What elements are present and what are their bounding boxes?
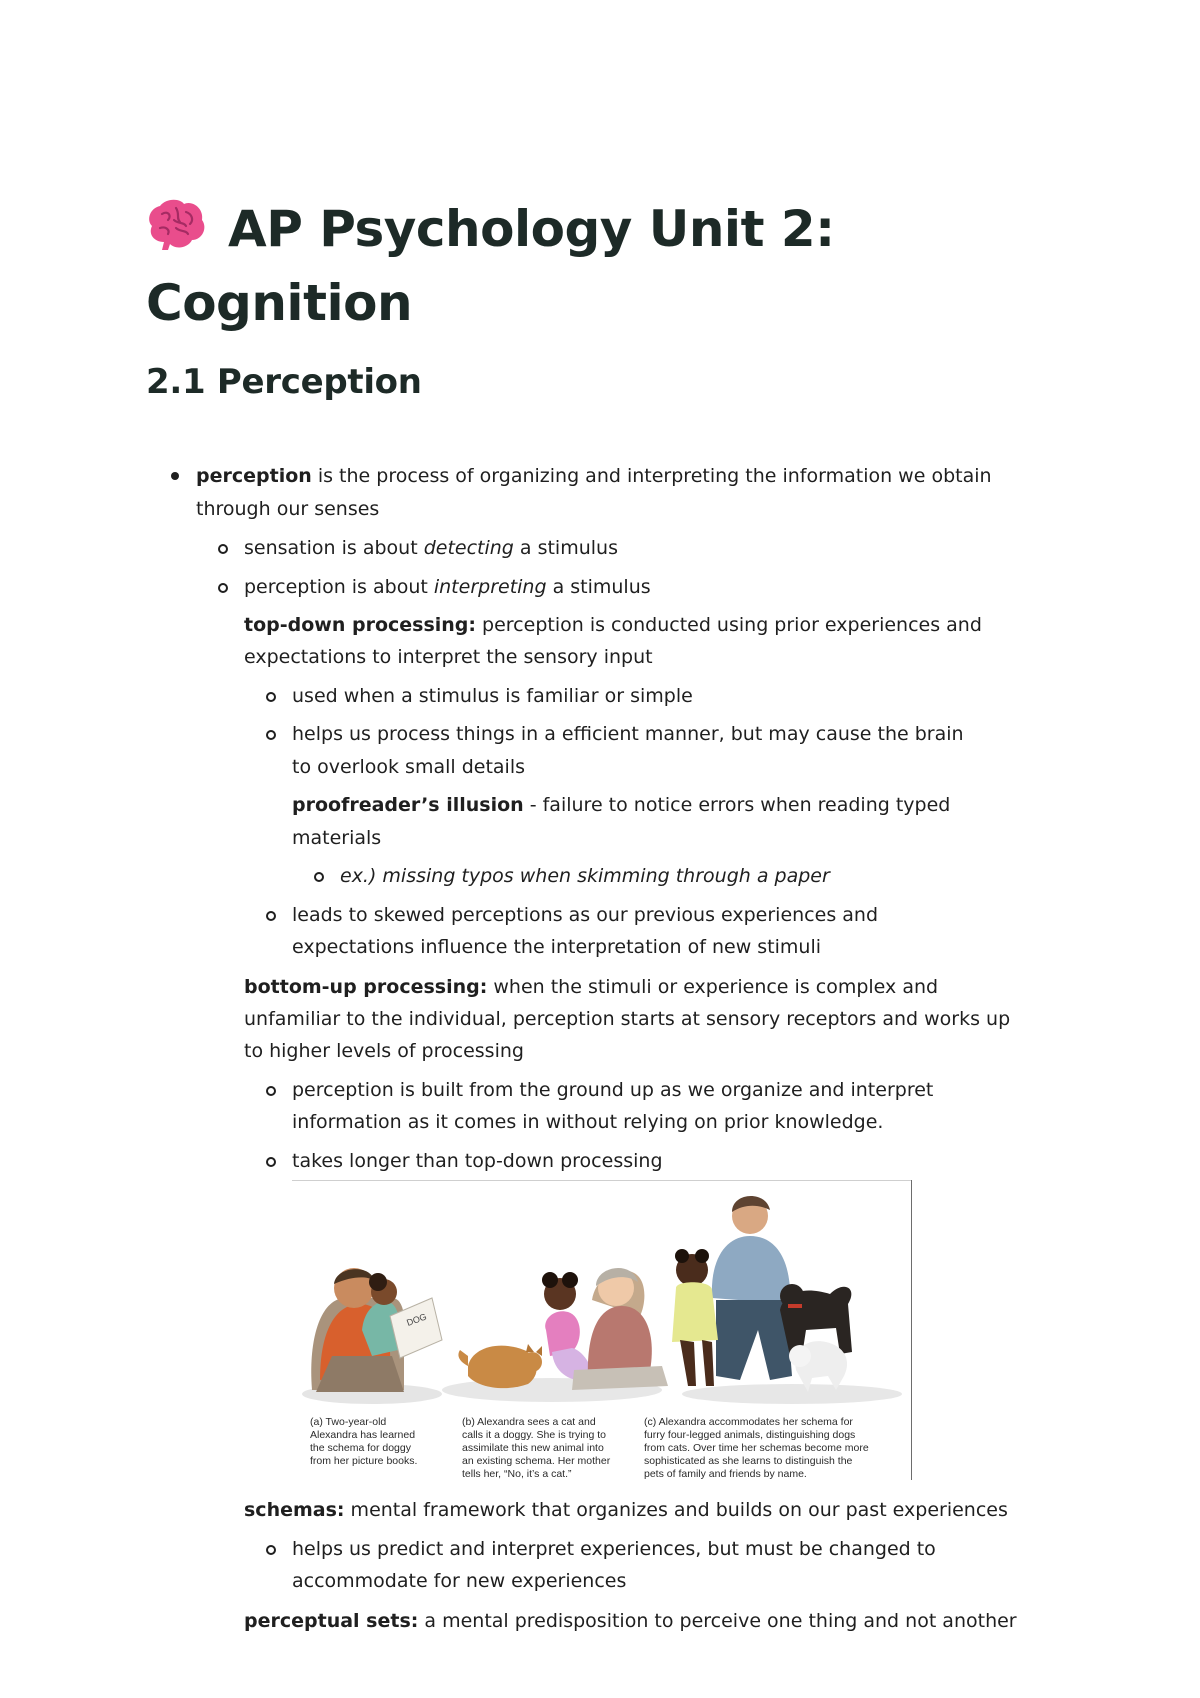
topdown-bullet-3-line-1: leads to skewed perceptions as our previous experiences and: [292, 904, 879, 926]
sensation-pre: sensation is about: [244, 537, 424, 559]
caption-b: (b) Alexandra sees a cat and calls it a doggy. She is trying to assimilate this new animal into an existing schema. Her mother tells her, “No, it’s a cat.”: [462, 1416, 611, 1480]
panel-b-cat-scene: [442, 1268, 668, 1402]
topdown-bullet-1: used when a stimulus is familiar or simple: [292, 685, 693, 707]
schemas-bullet-line-1: helps us predict and interpret experiences, but must be changed to: [292, 1538, 936, 1560]
bottomup-line-2: unfamiliar to the individual, perception starts at sensory receptors and works up: [244, 1008, 1011, 1030]
title-line-1: AP Psychology Unit 2:: [228, 200, 835, 258]
perception2-post: a stimulus: [546, 576, 651, 598]
bullet-circle: [218, 544, 228, 554]
proof-example-text: ex.) missing typos when skimming through a paper: [340, 865, 830, 887]
schema-illustration: [292, 1180, 912, 1480]
perception-line-2: through our senses: [196, 498, 380, 520]
schemas-def: mental framework that organizes and builds on our past experiences: [344, 1499, 1008, 1521]
figure-drawing: [292, 1180, 912, 1416]
bullet-circle: [266, 730, 276, 740]
bullet-circle: [266, 911, 276, 921]
perceptual-sets-def: a mental predisposition to perceive one thing and not another: [418, 1610, 1017, 1632]
perception-line-1: [196, 460, 992, 492]
proof-example: [340, 860, 830, 892]
bottomup-line-3: to higher levels of processing: [244, 1040, 524, 1062]
bullet-circle: [266, 1545, 276, 1555]
bullet-circle: [266, 1157, 276, 1167]
sensation-post: a stimulus: [513, 537, 618, 559]
topdown-bullet-2-line-2: to overlook small details: [292, 756, 526, 778]
proof-line-2: materials: [292, 827, 382, 849]
book-label: DOG: [405, 1311, 428, 1328]
proof-line-1: [292, 789, 950, 821]
bottomup-term: bottom-up processing:: [244, 976, 488, 998]
bullet-circle: [266, 692, 276, 702]
topdown-bullet-3-line-2: expectations influence the interpretation of new stimuli: [292, 936, 822, 958]
panel-c-dogs-scene: [672, 1196, 902, 1404]
page-title: [146, 192, 1006, 340]
schemas-line: [244, 1494, 1008, 1526]
topdown-def: perception is conducted using prior experiences and: [476, 614, 982, 636]
topdown-line-2: expectations to interpret the sensory input: [244, 646, 653, 668]
bottomup-bullet-2: takes longer than top-down processing: [292, 1150, 663, 1172]
perception-term: perception: [196, 465, 312, 487]
section-heading: 2.1 Perception: [146, 362, 422, 402]
sensation-item: [244, 532, 618, 564]
bullet-circle: [218, 583, 228, 593]
schemas-term: schemas:: [244, 1499, 345, 1521]
bullet-circle: [314, 872, 324, 882]
schemas-bullet-line-2: accommodate for new experiences: [292, 1570, 627, 1592]
perceptual-sets-term: perceptual sets:: [244, 1610, 419, 1632]
caption-c: (c) Alexandra accommodates her schema for furry four-legged animals, distinguishing dogs from cats. Over time her schemas become more sophisticated as she learns to distinguish the pets of family and friends by name.: [644, 1416, 869, 1480]
sensation-em: detecting: [423, 537, 514, 559]
bottomup-line-1: [244, 971, 938, 1003]
caption-a: (a) Two-year-old Alexandra has learned the schema for doggy from her picture books.: [310, 1416, 418, 1467]
bottomup-bullet-1-line-1: perception is built from the ground up as we organize and interpret: [292, 1079, 934, 1101]
topdown-term: top-down processing:: [244, 614, 476, 636]
brain-icon: [146, 196, 208, 252]
bullet-disc: [171, 472, 179, 480]
perception-def: is the process of organizing and interpreting the information we obtain: [311, 465, 992, 487]
bottomup-def: when the stimuli or experience is complex and: [487, 976, 939, 998]
perceptual-sets-line: [244, 1605, 1017, 1637]
topdown-line-1: [244, 609, 982, 641]
proof-term: proofreader’s illusion: [292, 794, 524, 816]
proof-def: - failure to notice errors when reading typed: [523, 794, 951, 816]
topdown-bullet-2-line-1: helps us process things in a efficient manner, but may cause the brain: [292, 723, 964, 745]
perception2-pre: perception is about: [244, 576, 434, 598]
perception-about-item: [244, 571, 651, 603]
bullet-circle: [266, 1086, 276, 1096]
bottomup-bullet-1-line-2: information as it comes in without relying on prior knowledge.: [292, 1111, 884, 1133]
title-line-2: Cognition: [146, 274, 413, 332]
perception2-em: interpreting: [433, 576, 547, 598]
panel-a-father-reading: [302, 1268, 442, 1404]
